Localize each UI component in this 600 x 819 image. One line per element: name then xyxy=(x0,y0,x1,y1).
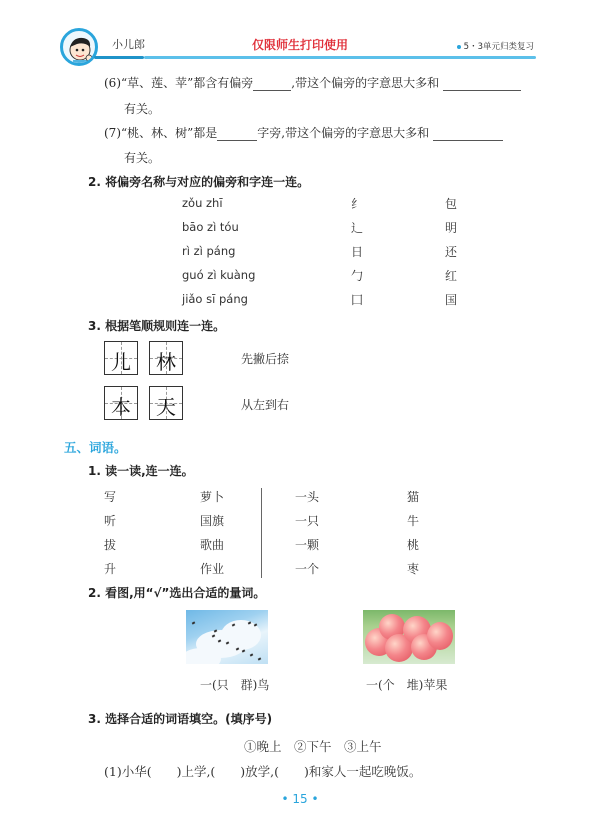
q3-title: 3. 根据笔顺规则连一连。 xyxy=(88,319,226,333)
object-item: 桃 xyxy=(407,538,420,552)
header-rule xyxy=(144,56,536,59)
radical-item: 日 xyxy=(351,245,364,259)
tian-grid-box xyxy=(149,386,183,420)
noun-item: 国旗 xyxy=(200,514,225,528)
word-options: ①晚上 ②下午 ③上午 xyxy=(244,739,382,754)
pinyin-item: guó zì kuàng xyxy=(182,268,256,282)
header-rule-dark xyxy=(94,56,144,59)
q6-blank-2[interactable] xyxy=(443,79,521,91)
unit-label xyxy=(457,40,534,52)
measure-item: 一个 xyxy=(295,562,320,576)
bullet-dot-icon xyxy=(457,45,461,49)
radical-item: 纟 xyxy=(351,197,364,211)
char-item: 包 xyxy=(445,197,458,211)
brand-name: 小儿郎 xyxy=(112,38,145,51)
object-item: 枣 xyxy=(407,562,420,576)
verb-item: 写 xyxy=(104,490,117,504)
grid-char: 天 xyxy=(156,395,176,419)
q7-text-b: 字旁,带这个偏旁的字意思大多和 xyxy=(257,126,430,140)
q7-blank-2[interactable] xyxy=(433,129,503,141)
char-item: 国 xyxy=(445,293,458,307)
page-header xyxy=(0,0,600,70)
apples-image xyxy=(363,610,455,664)
q6-text-a: (6)“草、莲、苹”都含有偏旁 xyxy=(104,76,254,90)
fill-sentence: (1)小华( )上学,( )放学,( )和家人一起吃晚饭。 xyxy=(104,764,422,779)
pinyin-item: bāo zì tóu xyxy=(182,220,239,234)
noun-item: 歌曲 xyxy=(200,538,225,552)
birds-caption: 一(只 群)鸟 xyxy=(200,678,270,692)
measure-item: 一颗 xyxy=(295,538,320,552)
object-item: 牛 xyxy=(407,514,420,528)
question-6 xyxy=(104,75,521,91)
question-7 xyxy=(104,125,503,141)
verb-item: 拔 xyxy=(104,538,117,552)
grid-char: 儿 xyxy=(111,350,131,374)
char-item: 红 xyxy=(445,269,458,283)
noun-item: 萝卜 xyxy=(200,490,225,504)
unit-label-text: 5・3单元归类复习 xyxy=(463,42,534,52)
char-item: 明 xyxy=(445,221,458,235)
verb-item: 听 xyxy=(104,514,117,528)
radical-item: 辶 xyxy=(351,221,364,235)
s5-q1-title: 1. 读一读,连一连。 xyxy=(88,464,194,478)
object-item: 猫 xyxy=(407,490,420,504)
q7-text-a: (7)“桃、林、树”都是 xyxy=(104,126,218,140)
tian-grid-box xyxy=(104,386,138,420)
char-item: 还 xyxy=(445,245,458,259)
pinyin-item: jiǎo sī páng xyxy=(182,292,248,306)
grid-char: 林 xyxy=(156,350,176,374)
q2-title: 2. 将偏旁名称与对应的偏旁和字连一连。 xyxy=(88,175,310,189)
q6-text-b: ,带这个偏旁的字意思大多和 xyxy=(291,76,440,90)
verb-item: 升 xyxy=(104,562,117,576)
section-5-title: 五、词语。 xyxy=(64,440,127,455)
stroke-rule: 先撇后捺 xyxy=(241,352,290,366)
s5-q3-title: 3. 选择合适的词语填空。(填序号) xyxy=(88,712,273,726)
measure-item: 一只 xyxy=(295,514,320,528)
tian-grid-box xyxy=(104,341,138,375)
radical-item: 囗 xyxy=(351,293,364,307)
stroke-rule: 从左到右 xyxy=(241,398,290,412)
q7-continued: 有关。 xyxy=(124,151,161,165)
q7-blank-1[interactable] xyxy=(217,129,257,141)
pinyin-item: rì zì páng xyxy=(182,244,236,258)
tian-grid-box xyxy=(149,341,183,375)
q6-continued: 有关。 xyxy=(124,102,161,116)
grid-char: 本 xyxy=(111,395,131,419)
radical-item: 勹 xyxy=(351,269,364,283)
column-divider xyxy=(261,488,262,578)
s5-q2-title: 2. 看图,用“√”选出合适的量词。 xyxy=(88,586,266,600)
noun-item: 作业 xyxy=(200,562,225,576)
q6-blank-1[interactable] xyxy=(253,79,291,91)
pinyin-item: zǒu zhī xyxy=(182,196,223,210)
watermark-text: 仅限师生打印使用 xyxy=(251,38,348,52)
apples-caption: 一(个 堆)苹果 xyxy=(366,678,448,692)
page-number: • 15 • xyxy=(281,792,319,806)
birds-in-sky-image xyxy=(186,610,268,664)
measure-item: 一头 xyxy=(295,490,320,504)
